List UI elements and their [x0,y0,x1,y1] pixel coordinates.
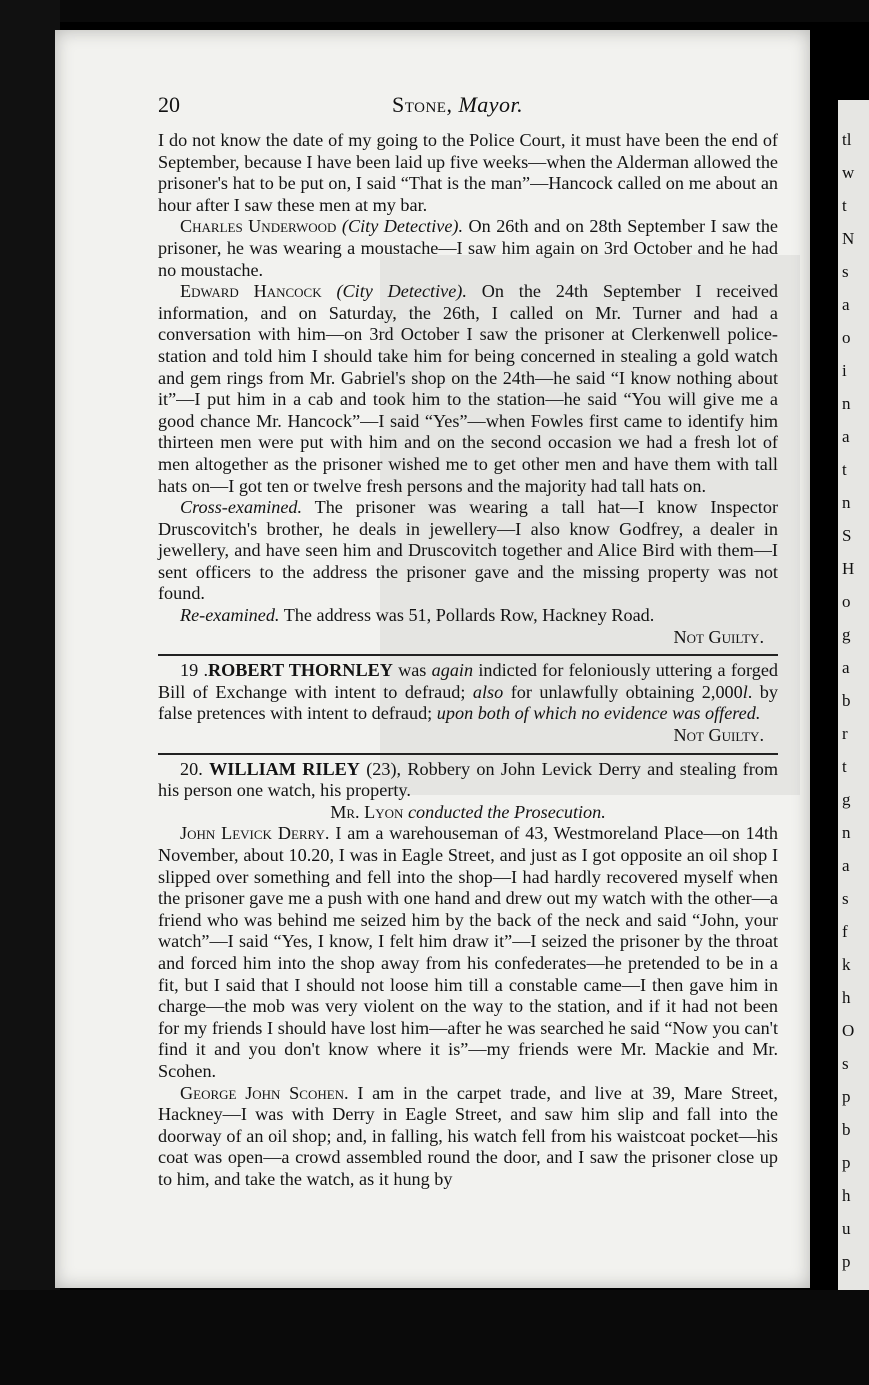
case-divider [158,654,778,656]
adjacent-page-fragment: t [842,757,847,776]
adjacent-page-fragment: a [842,856,850,875]
adjacent-page-fragment: p [842,1087,851,1106]
adjacent-page-fragment: n [842,493,851,512]
paragraph-cross-examined: Cross-examined. The prisoner was wearing a tall hat—I know Inspector Druscovitch's brother, he deals in jewellery—I also know Godfrey, a dealer in jewellery, and have seen him and Druscovitch together and Alice Bird with them—I sent officers to the address the prisoner gave and the missing property was not found. [158,497,778,604]
page-number: 20 [158,92,180,117]
adjacent-page-fragment: t [842,460,847,479]
adjacent-page-fragment: h [842,1186,851,1205]
adjacent-page-fragment: a [842,427,850,446]
adjacent-page-fragment: o [842,592,851,611]
adjacent-page-fragment: g [842,625,851,644]
adjacent-page-fragment: s [842,262,849,281]
adjacent-page-fragment: a [842,295,850,314]
adjacent-page-fragment: S [842,526,852,545]
adjacent-page-fragment: n [842,823,851,842]
verdict: Not Guilty. [673,626,764,647]
scan-bottom-border [0,1290,869,1385]
adjacent-page-edge [838,100,869,1290]
adjacent-page-fragment: tl [842,130,852,149]
adjacent-page-fragment: N [842,229,855,248]
scan-left-border [0,0,60,1385]
paragraph-derry: John Levick Derry. I am a warehouseman of 43, Westmoreland Place—on 14th November, about 10.20, I was in Eagle Street, and just as I got opposite an oil shop I slipped over something and fell into the shop—I had hardly recovered myself when the prisoner gave me a push with one hand and drew out my watch with the other—a friend who was behind me seized him by the back of the neck and said “John, your watch”—I said “Yes, I know, I felt him draw it”—I seized the prisoner by the throat and forced him into the shop away from his confederates—he pretended to be in a fit, but I said that I should not loose him till a constable came—I then gave him in charge—the mob was very violent on the way to the station, and if it had not been for my friends I should have lost him—after he was searched he said “Now you can't find it and you don't know where it is”—my friends were Mr. Mackie and Mr. Scohen. [158,823,778,1081]
verdict-line-2 [158,725,778,747]
adjacent-page-fragment: b [842,691,851,710]
adjacent-page-fragment: a [842,658,850,677]
adjacent-page-fragment: s [842,1054,849,1073]
adjacent-page-fragment: s [842,889,849,908]
prosecution-line: Mr. Lyon conducted the Prosecution. [330,801,606,822]
case-divider [158,753,778,755]
adjacent-page-fragment: i [842,361,847,380]
paragraph-continued-testimony: I do not know the date of my going to the Police Court, it must have been the end of September, because I have been laid up five weeks—when the Alderman allowed the prisoner's hat to be put on, I said “That is the man”—Hancock called on me about an hour after I saw these men at my bar. [158,130,778,215]
adjacent-page-fragment: r [842,724,848,743]
scan-top-border [0,0,869,22]
paragraph-re-examined: Re-examined. The address was 51, Pollards Row, Hackney Road. [180,605,655,626]
paragraph-hancock: Edward Hancock (City Detective). On the 24th September I received information, and on Saturday, the 26th, I called on Mr. Turner and had a conversation with him—on 3rd October I saw the prisoner at Clerkenwell police-station and told him I should take him for being concerned in stealing a gold watch and gem rings from Mr. Gabriel's shop on the 24th—he said “I know nothing about it”—I put him in a cab and took him to the station—he said “You will give me a good chance Mr. Hancock”—I said “Yes”—when Fowles first came to identify him thirteen men were put with him and on the second occasion we had a fresh lot of men altogether as the prisoner wished me to get other men and have them with tall hats on—I got ten or twelve fresh persons and the majority had tall hats on. [158,281,779,496]
adjacent-page-fragment: o [842,328,851,347]
adjacent-page-fragment: O [842,1021,855,1040]
adjacent-page-fragment: p [842,1153,851,1172]
adjacent-page-fragment: w [842,163,855,182]
adjacent-page-fragment: h [842,988,851,1007]
verdict: Not Guilty. [673,725,764,746]
paragraph-underwood: Charles Underwood (City Detective). On 26th and on 28th September I saw the prisoner, he was wearing a moustache—I saw him again on 3rd October and he had no moustache. [158,216,778,280]
verdict-line-1 [158,627,778,649]
paragraph-scohen: George John Scohen. I am in the carpet trade, and live at 39, Mare Street, Hackney—I was with Derry in Eagle Street, and saw him slip and fall into the doorway of an oil shop; and, in falling, his watch fell from his waistcoat pocket—his coat was open—a crowd assembled round the door, and I saw the prisoner close up to him, and take the watch, as it hung by [158,1082,778,1189]
adjacent-page-fragment: u [842,1219,851,1238]
adjacent-page-fragment: k [842,955,851,974]
adjacent-page-fragment: t [842,196,847,215]
case-20: 20. WILLIAM RILEY (23), Robbery on John Levick Derry and stealing from his person one watch, his property. [158,758,778,801]
adjacent-page-fragment: b [842,1120,851,1139]
page-body [158,130,778,1191]
running-head: Stone, Mayor. [392,92,524,117]
adjacent-page-fragment: n [842,394,851,413]
adjacent-page-fragment: p [842,1252,851,1271]
adjacent-page-fragment: H [842,559,855,578]
adjacent-page-fragment: g [842,790,851,809]
case-19: 19 .ROBERT THORNLEY was again indicted for feloniously uttering a forged Bill of Exchange with intent to defraud; also for unlawfully obtaining 2,000l. by false pretences with intent to defraud; upon both of which no evidence was offered. [158,660,778,724]
adjacent-page-fragment: f [842,922,848,941]
